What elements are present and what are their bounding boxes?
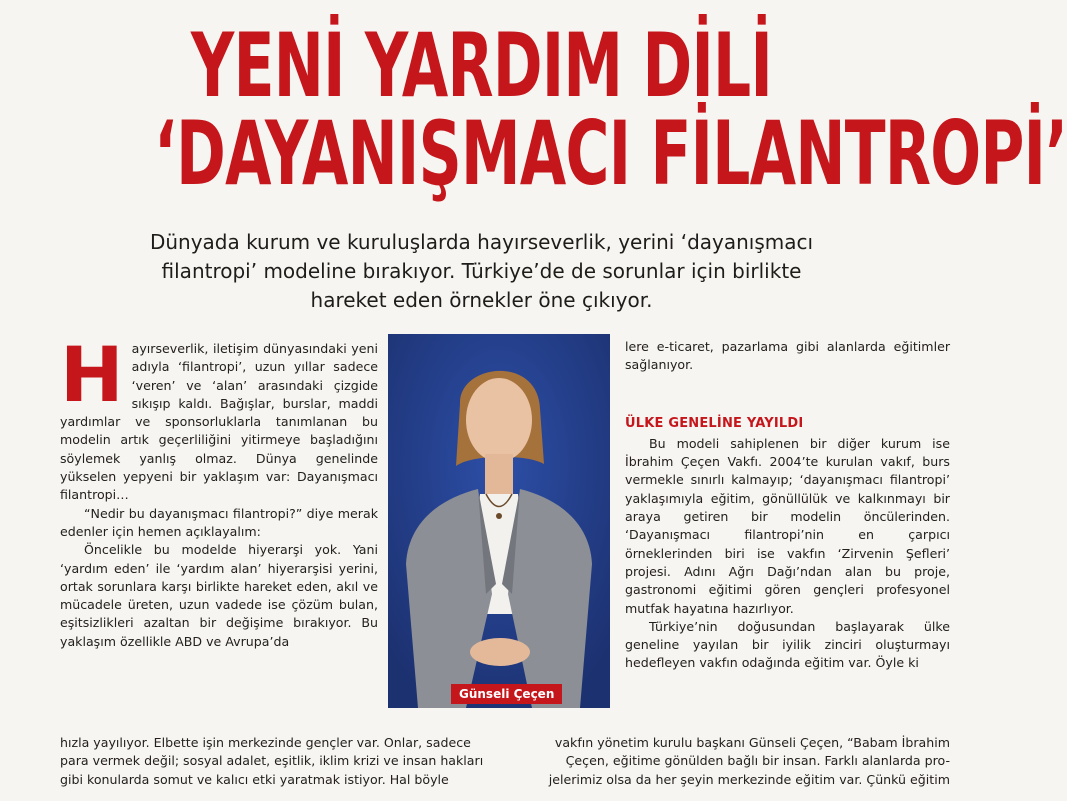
standfirst [120,228,843,315]
right-column [625,338,950,673]
portrait-illustration [388,334,610,708]
right-paragraph-3: Türkiye’nin doğusundan başlayarak ülke geneline yayılan bir iyilik zinciri oluşturmayı hedefleyen vakfın odağında eğitim var. Öyle ki [625,618,950,671]
bottom-text-lines [60,734,950,789]
drop-cap: H [60,330,124,419]
bottom-line-2-left: para vermek değil; sosyal adalet, eşitlik, iklim krizi ve insan hakları [60,753,484,769]
subheading: ÜLKE GENELİNE YAYILDI [625,415,804,431]
right-paragraph-2: Bu modeli sahiplenen bir diğer kurum ise İbrahim Çeçen Vakfı. 2004’te kurulan vakıf, burs vermekle sınırlı kalmayıp; ‘dayanışmacı filantropi’ yaklaşımıyla eğitim, gönüllülük ve kalkınmayı bir araya getiren bir modelin öncülerinden. ‘Dayanışmacı filantropi’nin en çarpıcı örneklerinden biri ise vakfın ‘Zirvenin Şefleri’ projesi. Adını Ağrı Dağı’ndan alan bu proje, gastronomi eğitimi gören gençleri profesyonel mutfak hayatına hazırlıyor. [625,435,950,616]
left-paragraph-3: Öncelikle bu modelde hiyerarşi yok. Yani ‘yardım eden’ ile ‘yardım alan’ hiyerarşisi yerini, ortak sorunlara karşı birlikte hareket eden, akıl ve mücadele üreten, uzun vadede ise çözüm bulan, eşitsizlikleri azaltan bir değişime bırakıyor. Bu yaklaşım özellikle ABD ve Avrupa’da [60,542,378,649]
bottom-line-1-right: vakfın yönetim kurulu başkanı Günseli Çeçen, “Babam İbrahim [554,735,950,750]
standfirst-line-3: hareket eden örnekler öne çıkıyor. [310,288,653,312]
portrait-photo [388,334,610,708]
headline-line-2: ‘DAYANIŞMACI FİLANTROPİ’ [154,102,1067,205]
right-paragraph-1: lere e-ticaret, pazarlama gibi alanlarda eğitimler sağlanıyor. [625,339,950,373]
bottom-line-3-left: gibi konularda somut ve kalıcı etki yaratmak istiyor. Hal böyle [60,771,449,787]
bottom-line-3-right: jelerimiz olsa da her şeyin merkezinde eğitim var. Çünkü eğitim [548,771,950,787]
bottom-line-1 [60,734,950,752]
bottom-line-2-right: Çeçen, eğitime gönülden bağlı bir insan. Farklı alanlarda pro- [565,753,950,769]
left-paragraph-2: “Nedir bu dayanışmacı filantropi?” diye merak edenler için hemen açıklayalım: [60,505,378,539]
standfirst-line-1: Dünyada kurum ve kuruluşlarda hayırseverlik, yerini ‘dayanışmacı [149,230,814,254]
headline-line-1: YENİ YARDIM DİLİ [190,14,773,117]
left-column [60,330,378,651]
standfirst-line-2: filantropi’ modeline bırakıyor. Türkiye’de de sorunlar için birlikte [161,259,802,283]
bottom-line-2 [60,752,950,770]
bottom-line-3 [60,771,950,789]
bottom-line-1-left: hızla yayılıyor. Elbette işin merkezinde gençler var. Onlar, sadece [60,735,471,750]
photo-caption: Günseli Çeçen [451,684,562,704]
left-paragraph-1: ayırseverlik, iletişim dünyasındaki yeni adıyla ‘filantropi’, uzun yıllar sadece ‘veren’ ve ‘alan’ arasındaki çizgide sıkışıp kaldı. Bağışlar, burslar, maddi yardımlar ve sponsorluklarla tanımlanan bu modelin artık geçerliliğini yitirmeye başladığını söylemek yanlış olmaz. Dünya genelinde yükselen yepyeni bir yaklaşım var: Dayanışmacı filantropi… [60,341,378,503]
